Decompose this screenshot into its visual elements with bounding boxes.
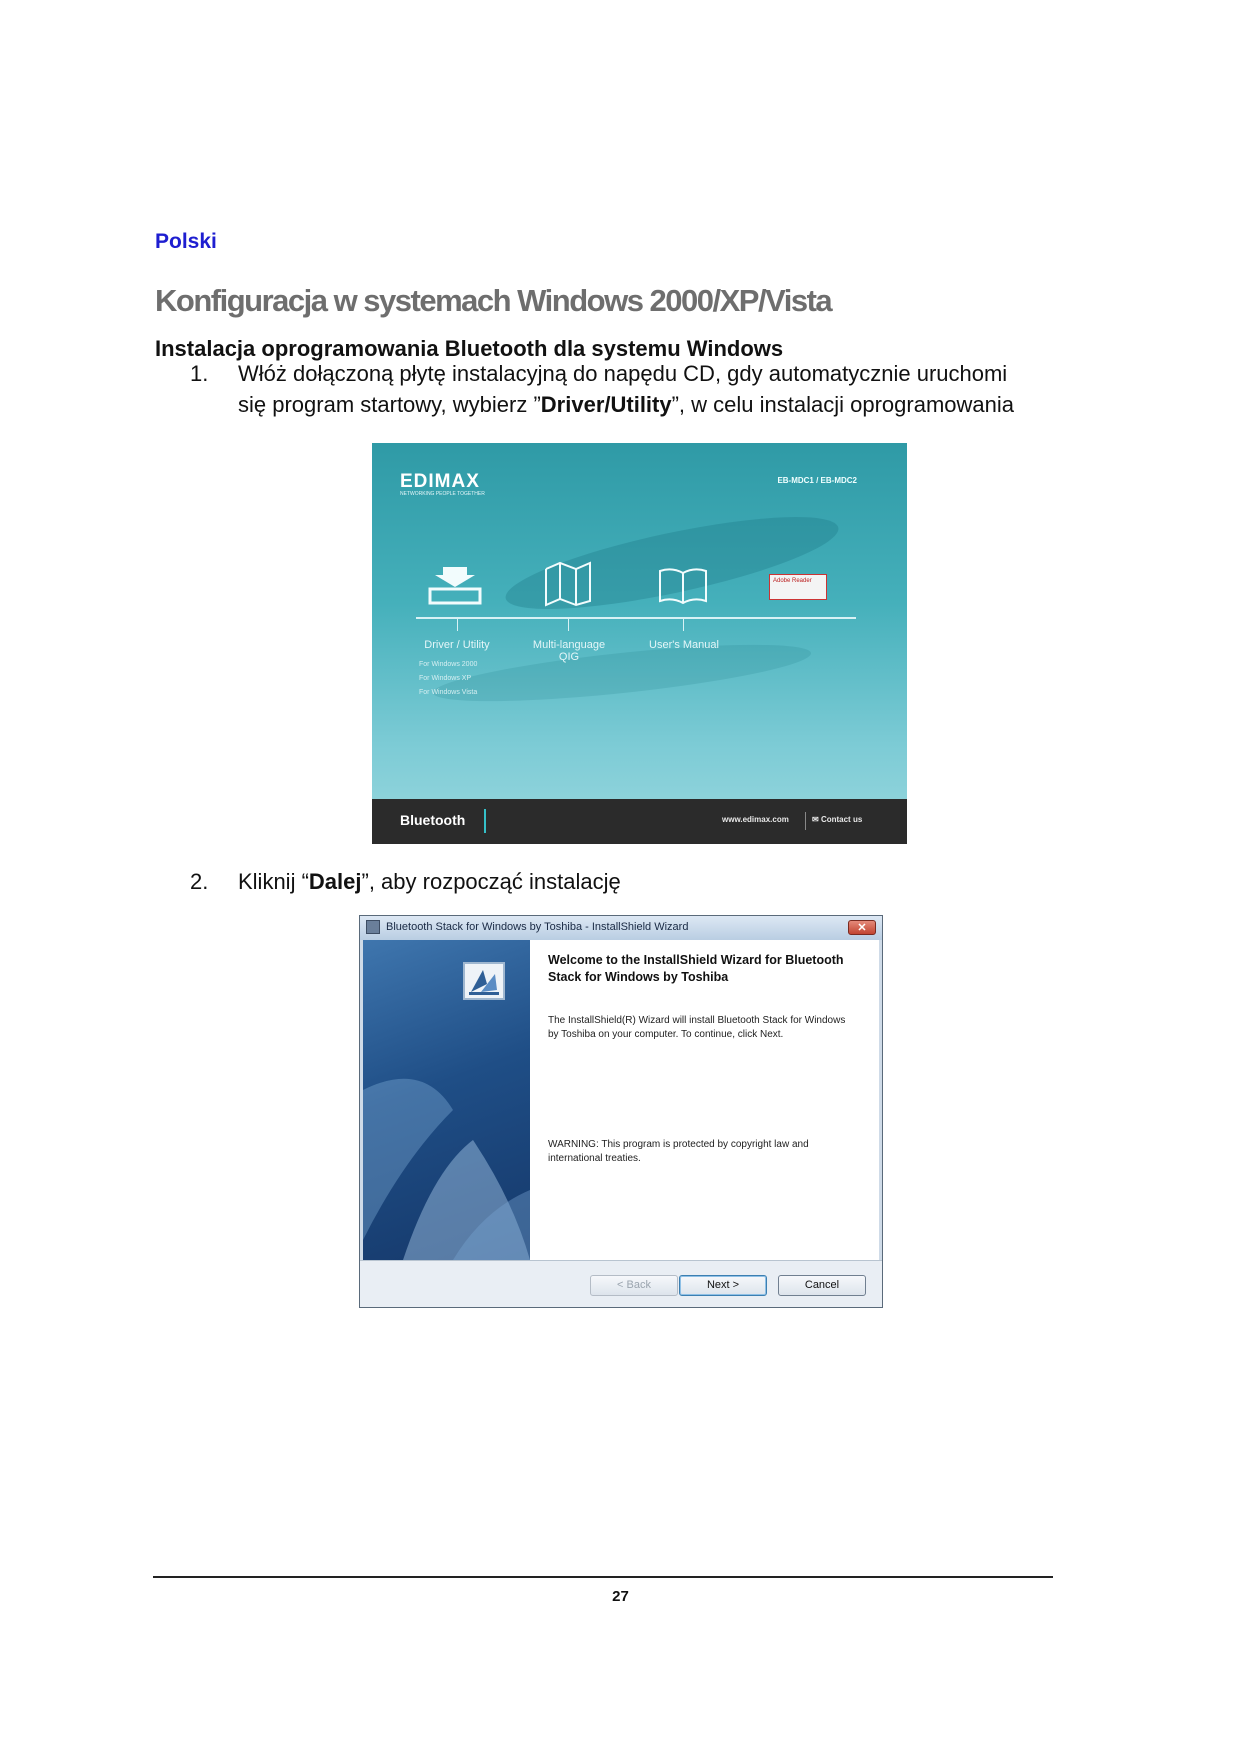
wizard-warning: WARNING: This program is protected by copyright law and international treaties. — [548, 1139, 809, 1164]
wizard-side-panel — [363, 940, 530, 1260]
step-2-text: Kliknij “Dalej”, aby rozpocząć instalację — [238, 869, 621, 894]
menu-tick — [568, 619, 569, 631]
autorun-screenshot — [372, 443, 907, 844]
menu-users-manual[interactable]: User's Manual — [649, 639, 719, 651]
next-button[interactable]: Next > — [679, 1275, 767, 1296]
step-1-number: 1. — [190, 361, 209, 386]
wizard-window-title: Bluetooth Stack for Windows by Toshiba - InstallShield Wizard — [386, 921, 689, 933]
adobe-reader-icon[interactable]: Adobe Reader — [769, 574, 827, 600]
menu-driver-utility[interactable]: Driver / Utility — [424, 639, 490, 651]
model-label: EB-MDC1 / EB-MDC2 — [777, 476, 857, 485]
contact-us-link[interactable]: ✉ Contact us — [812, 815, 863, 824]
map-icon[interactable] — [544, 561, 594, 607]
step-2 — [0, 867, 1241, 897]
installer-app-icon — [366, 920, 380, 934]
footer-rule — [153, 1576, 1053, 1578]
wizard-titlebar — [360, 916, 882, 940]
driver-icon[interactable] — [428, 565, 482, 607]
step-1-line-2: się program startowy, wybierz ”Driver/Utility”, w celu instalacji oprogramowania — [238, 392, 1014, 417]
wizard-button-bar — [360, 1260, 882, 1308]
step-1-line-1: Włóż dołączoną płytę instalacyjną do napędu CD, gdy automatycznie uruchomi — [238, 361, 1008, 386]
edimax-tagline: NETWORKING PEOPLE TOGETHER — [400, 491, 485, 497]
accent-bar — [484, 809, 486, 833]
wizard-heading: Welcome to the InstallShield Wizard for Bluetooth Stack for Windows by Toshiba — [548, 953, 844, 984]
installshield-logo — [463, 962, 505, 1000]
step-2-number: 2. — [190, 869, 209, 894]
section-subtitle: Instalacja oprogramowania Bluetooth dla systemu Windows — [155, 336, 784, 361]
separator — [805, 812, 806, 830]
driver-sub-winxp[interactable]: For Windows XP — [419, 675, 472, 682]
menu-tick — [457, 619, 458, 631]
menu-divider — [416, 617, 856, 619]
language-heading: Polski — [155, 230, 217, 253]
cancel-button[interactable]: Cancel — [778, 1275, 866, 1296]
bluetooth-label: Bluetooth — [400, 812, 466, 828]
menu-multi-language-qig[interactable]: Multi-language QIG — [532, 639, 606, 663]
installshield-wizard-window — [359, 915, 883, 1308]
manual-book-icon[interactable] — [658, 565, 708, 605]
wizard-content — [530, 940, 879, 1260]
edimax-logo: EDIMAX — [400, 471, 480, 492]
autorun-bottom-bar — [372, 799, 907, 844]
back-button[interactable]: < Back — [590, 1275, 678, 1296]
menu-tick — [683, 619, 684, 631]
website-link[interactable]: www.edimax.com — [722, 815, 789, 824]
page-title: Konfiguracja w systemach Windows 2000/XP/Vista — [155, 283, 832, 318]
wizard-description: The InstallShield(R) Wizard will install Bluetooth Stack for Windows by Toshiba on your computer. To continue, click Next. — [548, 1015, 846, 1040]
page-number: 27 — [612, 1588, 629, 1605]
step-1 — [0, 359, 1241, 421]
close-button[interactable]: ✕ — [848, 920, 876, 935]
driver-sub-win2000[interactable]: For Windows 2000 — [419, 661, 478, 668]
driver-sub-winvista[interactable]: For Windows Vista — [419, 689, 478, 696]
